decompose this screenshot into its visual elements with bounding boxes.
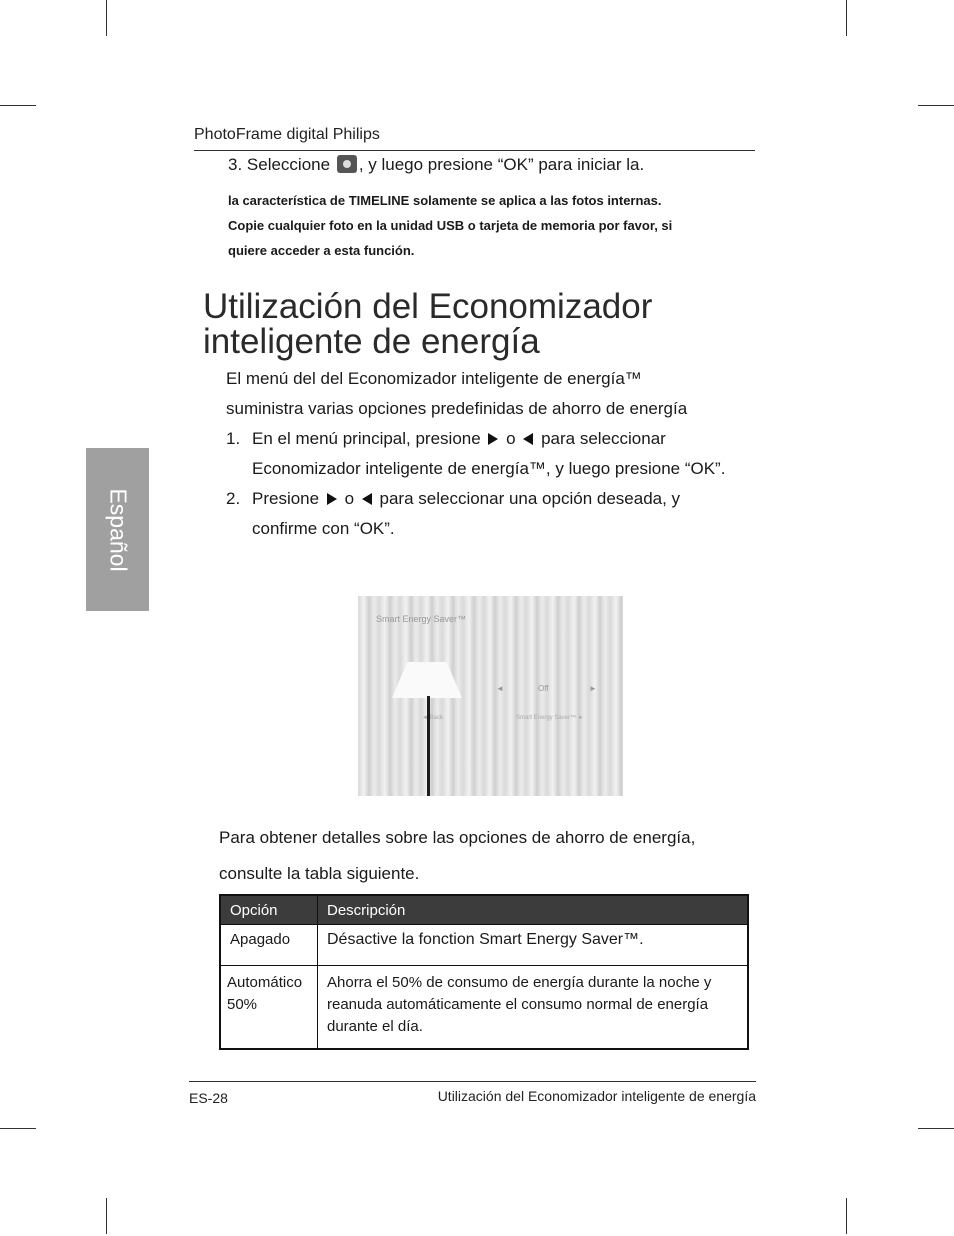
crop-mark <box>918 105 954 106</box>
list-item <box>226 484 746 544</box>
section-title <box>203 289 763 359</box>
step-3-suffix: , y luego presione “OK” para iniciar la. <box>358 155 645 174</box>
options-table <box>219 894 749 1050</box>
header-rule <box>194 150 755 151</box>
table-row <box>220 966 748 1050</box>
right-arrow-icon <box>488 433 498 445</box>
crop-mark <box>918 1128 954 1129</box>
table-header-row <box>220 895 748 925</box>
screenshot-option-label: Smart Energy Saver™ ► <box>516 715 584 721</box>
screenshot-right-arrow-icon: ► <box>589 684 597 693</box>
option-name: Apagado <box>230 931 291 948</box>
footer-rule <box>189 1081 756 1082</box>
screenshot-value: Off <box>538 684 549 693</box>
left-arrow-icon <box>523 433 533 445</box>
lamp-shade-image <box>392 662 462 698</box>
footer-section-title: Utilización del Economizador inteligente de energía <box>437 1088 756 1104</box>
page-number: ES-28 <box>189 1090 228 1106</box>
crop-mark <box>846 0 847 36</box>
right-arrow-icon <box>327 493 337 505</box>
intro-line: suministra varias opciones predefinidas de ahorro de energía <box>226 399 688 418</box>
step-text: para seleccionar una opción deseada, y confirme con “OK”. <box>252 489 681 538</box>
note-line: Copie cualquier foto en la unidad USB o tarjeta de memoria por favor, si <box>228 218 673 233</box>
screenshot-back-label: ◄ Back <box>422 715 443 721</box>
left-arrow-icon <box>362 493 372 505</box>
step-3 <box>228 155 644 175</box>
crop-mark <box>0 105 36 106</box>
table-row <box>220 925 748 966</box>
crop-mark <box>106 1198 107 1234</box>
step-number: 1. <box>226 429 241 448</box>
column-header: Opción <box>220 895 318 925</box>
step-number: 2. <box>226 489 241 508</box>
screenshot-left-arrow-icon: ◄ <box>496 684 504 693</box>
step-3-prefix: 3. Seleccione <box>228 155 331 174</box>
intro-line: El menú del del Economizador inteligente de energía™ <box>226 369 642 388</box>
section-title-line: inteligente de energía <box>203 322 540 361</box>
list-item <box>226 424 746 484</box>
note-line: la característica de TIMELINE solamente se aplica a las fotos internas. <box>228 193 662 208</box>
lamp-pole-image <box>427 696 430 796</box>
option-name-extra: 50% <box>227 996 258 1013</box>
crop-mark <box>846 1198 847 1234</box>
option-cell <box>220 966 318 1050</box>
intro-paragraph <box>226 364 746 424</box>
option-cell <box>220 925 318 966</box>
language-tab-label: Español <box>105 487 131 572</box>
running-header: PhotoFrame digital Philips <box>194 126 380 143</box>
steps-list <box>226 424 746 544</box>
description-cell: Ahorra el 50% de consumo de energía durante la noche y reanuda automáticamente el consumo normal de energía durante el día. <box>318 966 749 1050</box>
crop-mark <box>106 0 107 36</box>
step-text: Presione <box>252 489 320 508</box>
section-title-line: Utilización del Economizador <box>203 287 653 326</box>
description-cell: Désactive la fonction Smart Energy Saver™. <box>318 925 749 966</box>
table-intro-paragraph <box>219 820 759 892</box>
column-header: Descripción <box>318 895 749 925</box>
step-text: o <box>506 429 516 448</box>
para-line: Para obtener detalles sobre las opciones de ahorro de energía, <box>219 828 696 847</box>
timeline-note <box>228 188 748 263</box>
para-line: consulte la tabla siguiente. <box>219 864 420 883</box>
step-text: o <box>344 489 355 508</box>
smart-energy-saver-screenshot <box>358 596 623 796</box>
note-line: quiere acceder a esta función. <box>228 243 415 258</box>
step-text: En el menú principal, presione <box>252 429 481 448</box>
step-text: para seleccionar Economizador inteligente de energía™, y luego presione “OK”. <box>252 429 726 478</box>
language-tab <box>86 448 149 611</box>
play-slideshow-icon <box>337 155 357 173</box>
crop-mark <box>0 1128 36 1129</box>
screenshot-title: Smart Energy Saver™ <box>376 614 467 624</box>
option-name: Automático <box>227 974 303 991</box>
